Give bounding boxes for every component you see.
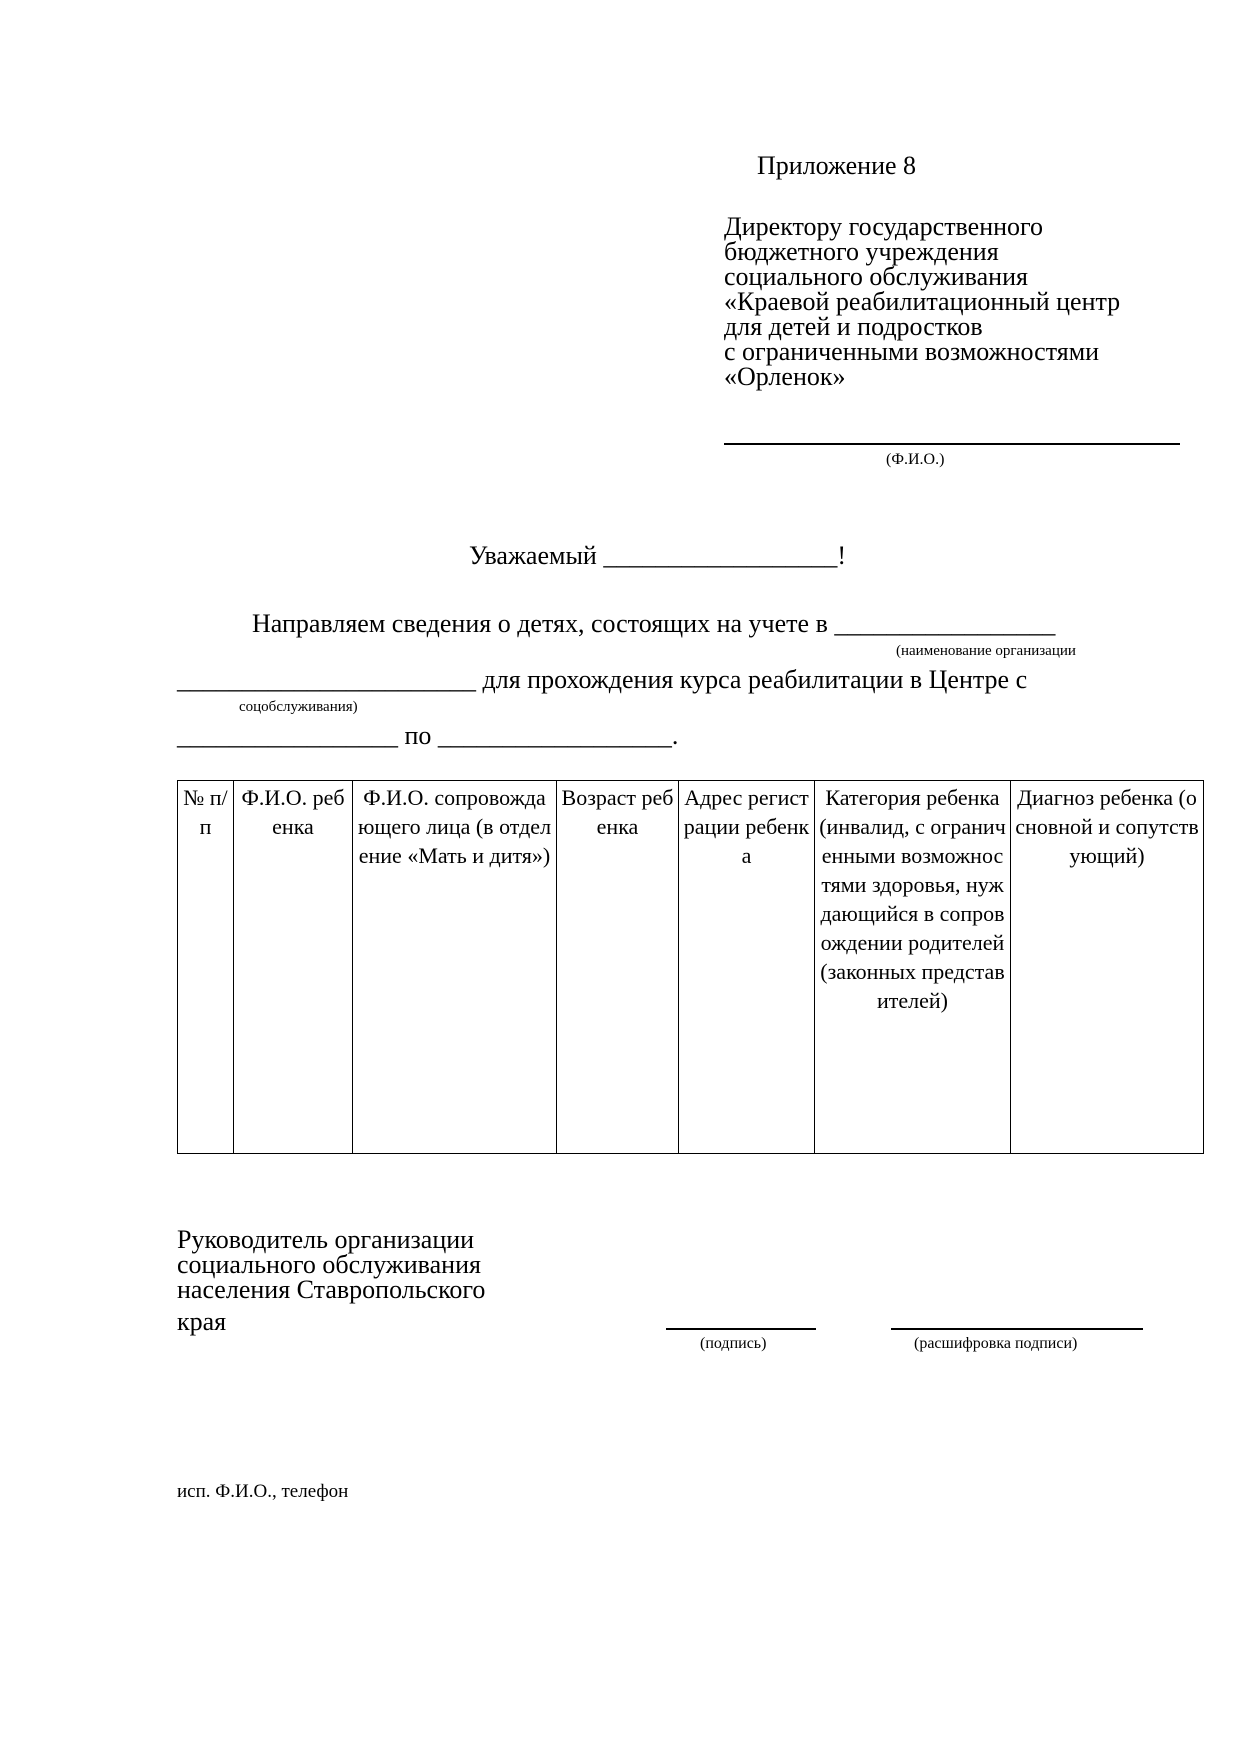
table-header-row <box>178 781 1204 1154</box>
addressee-line: «Краевой реабилитационный центр <box>724 287 1121 316</box>
body-line-1: Направляем сведения о детях, состоящих на учете в _________________ <box>252 609 1056 638</box>
org-caption-2: соцобслуживания) <box>239 699 358 715</box>
fio-caption: (Ф.И.О.) <box>886 451 945 468</box>
signature-caption: (подпись) <box>700 1335 767 1352</box>
signer-line: Руководитель организации <box>177 1225 475 1254</box>
executor-note: исп. Ф.И.О., телефон <box>177 1481 349 1502</box>
addressee-line: с ограниченными возможностями <box>724 337 1100 366</box>
addressee-line: «Орленок» <box>724 362 846 391</box>
column-header-number: № п/п <box>178 781 234 1154</box>
column-header-category: Категория ребенка (инвалид, с ограниченными возможностями здоровья, нуждающийся в сопровождении родителей (законных представителей) <box>815 781 1011 1154</box>
signature-decode-line <box>891 1328 1143 1330</box>
column-header-diagnosis: Диагноз ребенка (основной и сопутствующий) <box>1011 781 1204 1154</box>
signer-line: социального обслуживания <box>177 1250 481 1279</box>
body-line-2: _______________________ для прохождения курса реабилитации в Центре с <box>177 665 1028 694</box>
addressee-line: бюджетного учреждения <box>724 237 999 266</box>
column-header-age: Возраст ребенка <box>557 781 679 1154</box>
fio-signature-line <box>724 443 1180 445</box>
addressee-line: социального обслуживания <box>724 262 1028 291</box>
addressee-line: Директору государственного <box>724 212 1044 241</box>
column-header-address: Адрес регистрации ребенка <box>679 781 815 1154</box>
org-caption-1: (наименование организации <box>896 643 1076 659</box>
greeting: Уважаемый __________________! <box>469 541 846 570</box>
signer-line: края <box>177 1307 227 1336</box>
body-line-3: _________________ по __________________. <box>177 721 679 750</box>
signer-line: населения Ставропольского <box>177 1275 486 1304</box>
appendix-number: Приложение 8 <box>757 151 917 180</box>
signature-decode-caption: (расшифровка подписи) <box>914 1335 1078 1352</box>
column-header-child-name: Ф.И.О. ребенка <box>234 781 353 1154</box>
addressee-line: для детей и подростков <box>724 312 983 341</box>
column-header-companion-name: Ф.И.О. сопровождающего лица (в отделение «Мать и дитя») <box>353 781 557 1154</box>
children-table <box>177 780 1204 1154</box>
signature-line <box>666 1328 816 1330</box>
